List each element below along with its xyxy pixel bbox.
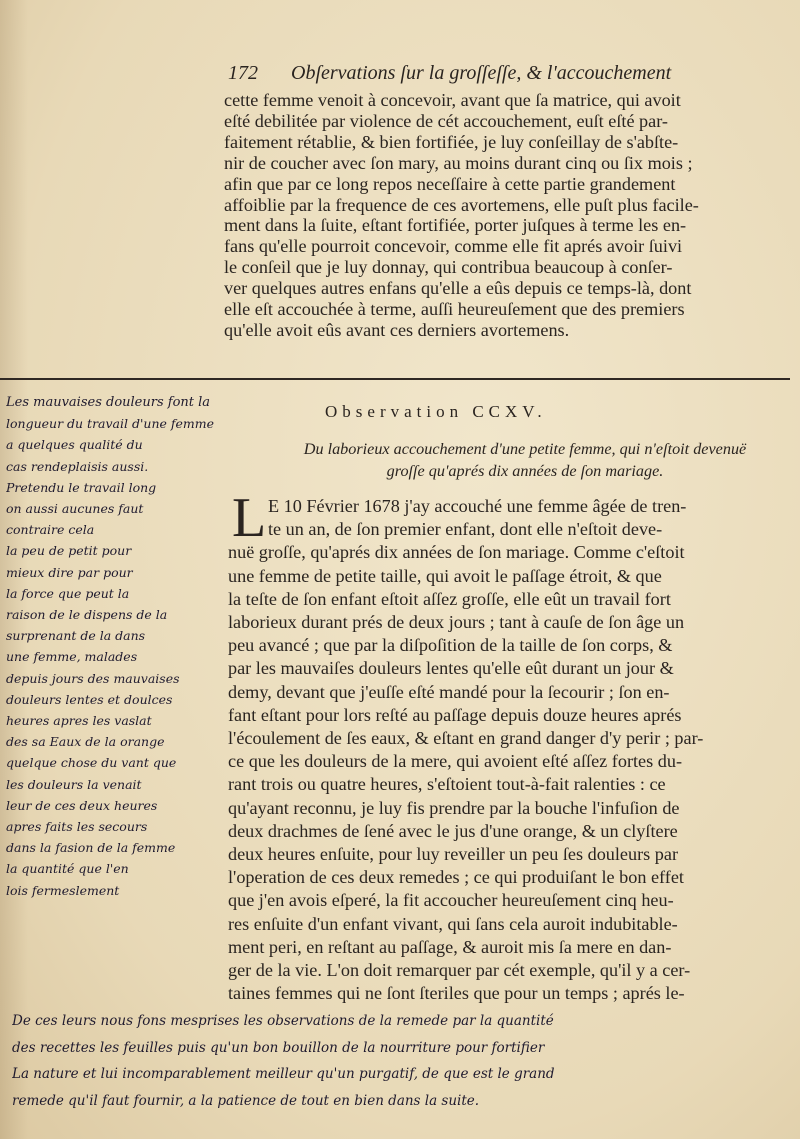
text-line: afin que par ce long repos neceſſaire à cette partie grandement [224,173,676,194]
handwritten-note: mieux dire par pour [6,564,133,580]
observation-body [228,495,788,1005]
handwritten-note: La nature et lui incomparablement meilleur qu'un purgatif, de que est le grand [12,1066,555,1082]
handwritten-note: Les mauvaises douleurs font la [6,395,211,410]
handwritten-note: depuis jours des mauvaises [6,670,180,686]
text-line: cette femme venoit à concevoir, avant que ſa matrice, qui avoit [224,90,681,110]
text-line: te un an, de ſon premier enfant, dont elle n'eſtoit deve- [268,519,663,540]
text-line: ment dans la ſuite, eſtant fortifiée, porter juſques à terme les en- [224,215,687,236]
handwritten-note: la quantité que l'en [6,861,129,877]
text-line: que j'en avois eſperé, la fit accoucher heureuſement cinq heu- [228,890,674,911]
handwritten-note: remede qu'il faut fournir, a la patience de tout en bien dans la suite. [12,1092,480,1109]
text-line: ver quelques autres enfans qu'elle a eûs depuis ce temps-là, dont [224,278,692,299]
text-line: E 10 Février 1678 j'ay accouché une femme âgée de tren- [268,496,687,516]
running-title: Obſervations ſur la groſſeſſe, & l'accouchement [291,62,672,84]
handwritten-footer-notes [12,1008,792,1114]
text-line: res enſuite d'un enfant vivant, qui ſans cela auroit indubitable- [228,913,678,934]
text-line: deux drachmes de ſené avec le jus d'une orange, & un clyſtere [228,820,678,841]
text-line: la teſte de ſon enfant eſtoit aſſez groſſe, elle eût un travail fort [228,588,671,609]
text-line: nuë groſſe, qu'aprés dix années de ſon mariage. Comme c'eſtoit [228,542,685,563]
page-number: 172 [228,62,258,84]
text-line: eſté debilitée par violence de cét accouchement, euſt eſté par- [224,110,668,131]
handwritten-note: la force que peut la [6,585,130,601]
text-line: qu'elle avoit eûs avant ces derniers avortemens. [224,319,570,340]
drop-cap: L [232,487,267,549]
handwritten-note: quelque chose du vant que [6,755,177,771]
observation-title: Observation CCXV. [325,402,547,421]
handwritten-note: a quelques qualité du [6,437,143,453]
section-divider [0,378,790,380]
handwritten-note: apres faits les secours [6,819,148,835]
text-line: une femme de petite taille, qui avoit le paſſage étroit, & que [228,565,662,586]
text-line: ment peri, en reſtant au paſſage, & auroit mis ſa mere en dan- [228,936,672,957]
handwritten-note: heures apres les vaslat [6,713,152,729]
text-line: rant trois ou quatre heures, s'eſtoient tout-à-fait ralenties : ce [228,774,666,795]
handwritten-note: on aussi aucunes faut [6,501,144,517]
text-line: qu'ayant reconnu, je luy fis prendre par la bouche l'infuſion de [228,797,680,818]
page-header [228,62,788,85]
handwritten-note: raison de le dispens de la [6,607,168,623]
text-line: elle eſt accouchée à terme, auſſi heureuſement que des premiers [224,299,685,320]
handwritten-note: leur de ces deux heures [6,797,158,813]
text-line: taines femmes qui ne ſont ſteriles que pour un temps ; aprés le- [228,983,685,1004]
text-line: nir de coucher avec ſon mary, au moins durant cinq ou ſix mois ; [224,152,693,173]
handwritten-note: douleurs lentes et doulces [6,691,173,707]
text-line: demy, devant que j'euſſe eſté mandé pour la ſecourir ; ſon en- [228,681,670,702]
text-line: faitement rétablie, & bien fortifiée, je luy conſeillay de s'abſte- [224,131,679,152]
handwritten-margin-notes [6,392,238,901]
subtitle-line: groſſe qu'aprés dix années de ſon mariage. [386,462,664,480]
text-line: ce que les douleurs de la mere, qui avoient eſté aſſez fortes du- [228,751,682,772]
text-line: affoiblie par la frequence de ces avortemens, elle puſt plus facile- [224,194,699,215]
handwritten-note: surprenant de la dans [6,628,146,644]
handwritten-note: la peu de petit pour [6,543,132,559]
handwritten-note: les douleurs la venait [6,776,142,792]
subtitle-line: Du laborieux accouchement d'une petite femme, qui n'eſtoit devenuë [303,440,747,458]
text-line: fans qu'elle pourroit concevoir, comme elle fit aprés avoir ſuivi [224,236,683,257]
handwritten-note: Pretendu le travail long [6,479,157,495]
handwritten-note: dans la fasion de la femme [6,840,176,856]
text-line: par les mauvaiſes douleurs lentes qu'elle eût durant un jour & [228,658,674,679]
handwritten-note: des recettes les feuilles puis qu'un bon bouillon de la nourriture pour fortifier [12,1039,545,1056]
handwritten-note: longueur du travail d'une femme [6,416,215,432]
handwritten-note: une femme, malades [6,649,138,665]
handwritten-note: De ces leurs nous fons mesprises les observations de la remede par la quantité [12,1013,554,1029]
text-line: fant eſtant pour lors reſté au paſſage depuis douze heures aprés [228,704,682,725]
continued-paragraph [224,90,792,341]
handwritten-note: contraire cela [6,522,95,538]
handwritten-note: des sa Eaux de la orange [6,734,165,750]
text-line: l'operation de ces deux remedes ; ce qui produiſant le bon effet [228,867,684,888]
handwritten-note: lois fermeslement [6,882,120,898]
text-line: le conſeil que je luy donnay, qui contribua beaucoup à conſer- [224,257,673,278]
text-line: peu avancé ; que par la diſpoſition de la taille de ſon corps, & [228,635,673,656]
handwritten-note: cas rendeplaisis aussi. [6,458,149,474]
text-line: l'écoulement de ſes eaux, & eſtant en grand danger d'y perir ; par- [228,728,704,749]
text-line: deux heures enſuite, pour luy reveiller un peu ſes douleurs par [228,844,678,865]
observation-subtitle [260,438,790,482]
text-line: ger de la vie. L'on doit remarquer par cét exemple, qu'il y a cer- [228,960,691,981]
text-line: laborieux durant prés de deux jours ; tant à cauſe de ſon âge un [228,612,685,633]
